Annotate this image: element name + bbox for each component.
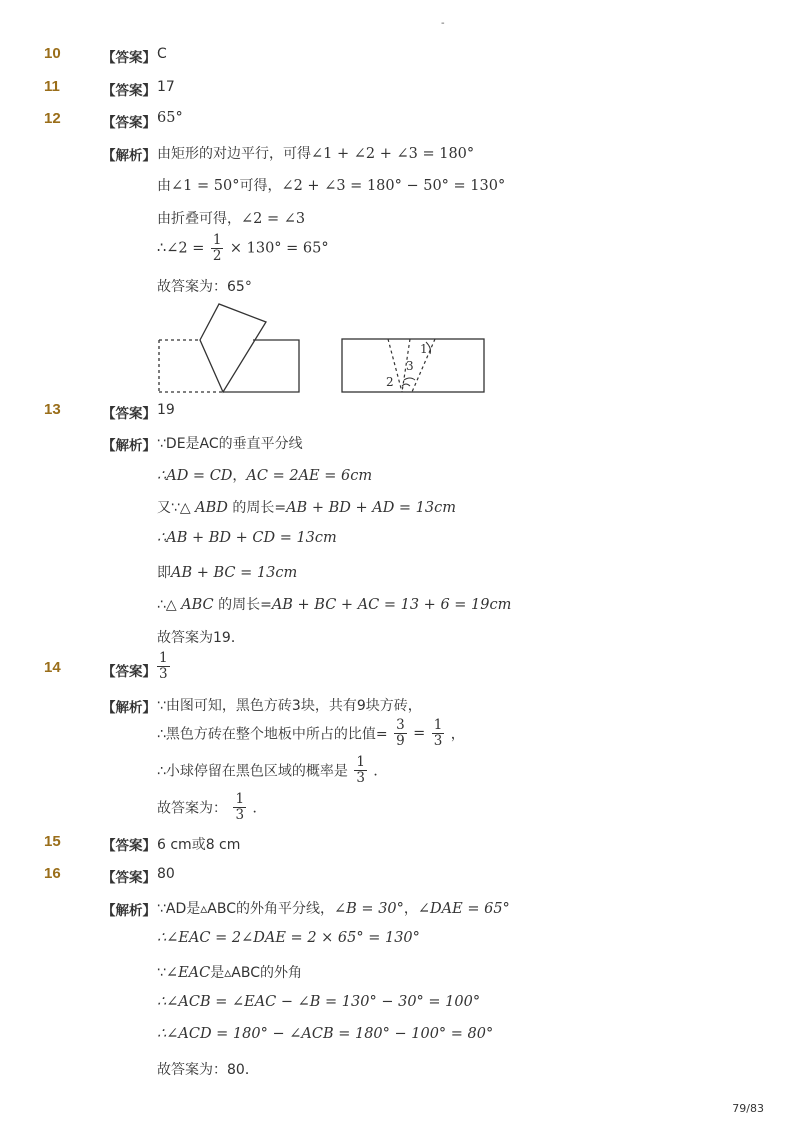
text: 的周长= <box>213 597 272 613</box>
q13-analysis-line-1: ∵DE是AC的垂直平分线 <box>157 436 303 452</box>
q16-analysis-line-3 <box>157 962 302 982</box>
math: ∠2 = ∠3 <box>241 211 306 227</box>
math: ∠2 + ∠3 = 180° − 50° = 130° <box>281 178 506 194</box>
q12-analysis-line-4 <box>157 233 329 264</box>
q12-analysis-line-5: 故答案为：65° <box>157 279 252 295</box>
answer-10: C <box>157 46 167 62</box>
text: ∵ <box>157 965 166 981</box>
math: ∴∠2 = <box>157 240 205 257</box>
denominator: 3 <box>356 770 365 786</box>
numerator: 1 <box>433 717 443 733</box>
q12-analysis-line-2 <box>157 175 505 195</box>
question-number-13: 13 <box>44 401 61 418</box>
math: × 130° = 65° <box>229 240 329 257</box>
analysis-tag: 【解析】 <box>102 903 156 919</box>
q16-analysis-line-2: ∴∠EAC = 2∠DAE = 2 × 65° = 130° <box>157 930 420 946</box>
question-number-10: 10 <box>44 45 61 62</box>
answer-tag: 【答案】 <box>102 838 156 854</box>
analysis-tag: 【解析】 <box>102 148 156 164</box>
answer-tag: 【答案】 <box>102 50 156 66</box>
q13-analysis-line-3 <box>157 497 456 517</box>
fraction <box>432 718 445 749</box>
text: ∴黑色方砖在整个地板中所占的比值= <box>157 726 388 743</box>
answer-13: 19 <box>157 402 175 418</box>
q12-analysis-line-3 <box>157 208 305 228</box>
math: ∠DAE = 65° <box>417 901 510 917</box>
numerator: 1 <box>212 232 222 248</box>
denominator: 2 <box>212 248 222 264</box>
text: ， <box>450 726 465 743</box>
fraction <box>211 233 224 264</box>
text: 故答案为： <box>157 800 227 817</box>
q13-analysis-line-7: 故答案为19． <box>157 630 245 646</box>
analysis-tag: 【解析】 <box>102 438 156 454</box>
denominator: 9 <box>396 733 405 749</box>
question-number-11: 11 <box>44 78 60 95</box>
question-number-12: 12 <box>44 110 61 127</box>
numerator: 1 <box>159 650 168 666</box>
text: ， <box>403 901 418 917</box>
text: 是▵ABC的外角 <box>210 965 302 981</box>
answer-12: 65° <box>157 110 183 126</box>
math: ABD <box>195 500 228 516</box>
answer-tag: 【答案】 <box>102 870 156 886</box>
text: ∴△ <box>157 597 182 613</box>
fold-figure-right <box>340 336 488 396</box>
analysis-tag: 【解析】 <box>102 700 156 716</box>
q14-analysis-line-1: ∵由图可知，黑色方砖3块，共有9块方砖， <box>157 698 422 714</box>
text: ． <box>252 800 267 817</box>
question-number-15: 15 <box>44 833 61 850</box>
q13-analysis-line-6 <box>157 594 511 614</box>
math: ∠1 + ∠2 + ∠3 = 180° <box>311 146 475 162</box>
answer-tag: 【答案】 <box>102 664 156 680</box>
answer-15: 6 cm或8 cm <box>157 837 241 853</box>
denominator: 3 <box>433 733 443 749</box>
q16-analysis-line-1 <box>157 898 510 918</box>
q16-analysis-line-4: ∴∠ACB = ∠EAC − ∠B = 130° − 30° = 100° <box>157 994 481 1010</box>
answer-tag: 【答案】 <box>102 115 156 131</box>
q13-analysis-line-2 <box>157 465 372 485</box>
fraction <box>394 718 407 749</box>
math: = <box>413 725 426 742</box>
q14-analysis-line-4 <box>157 792 267 823</box>
math: AB + BC + AC = 13 + 6 = 19cm <box>271 597 512 613</box>
q12-analysis-line-1 <box>157 143 474 163</box>
fraction <box>354 755 367 786</box>
math: AB + BC = 13cm <box>171 565 298 581</box>
math: ∴AD = CD <box>157 468 233 484</box>
math: ∠EAC <box>165 965 211 981</box>
q13-analysis-line-5 <box>157 562 297 582</box>
math: ∠1 = 50° <box>171 178 240 194</box>
text: ∴小球停留在黑色区域的概率是 <box>157 763 348 780</box>
text: ． <box>373 763 388 780</box>
text: ， <box>232 468 247 484</box>
fraction <box>233 792 246 823</box>
text: 由矩形的对边平行，可得 <box>157 146 311 162</box>
angle-label-3: 3 <box>406 359 414 373</box>
q13-analysis-line-4: ∴AB + BD + CD = 13cm <box>157 530 337 546</box>
answer-14 <box>155 651 172 682</box>
q16-analysis-line-6: 故答案为：80． <box>157 1062 259 1078</box>
fold-figure-left <box>155 300 305 398</box>
text: 即 <box>157 565 171 581</box>
text: 又∵△ <box>157 500 196 516</box>
numerator: 3 <box>396 717 405 733</box>
q14-analysis-line-2 <box>157 718 465 749</box>
text: 可得， <box>239 178 282 194</box>
denominator: 3 <box>159 666 168 682</box>
answer-tag: 【答案】 <box>102 406 156 422</box>
denominator: 3 <box>235 807 245 823</box>
question-number-14: 14 <box>44 659 61 676</box>
text: 的周长= <box>227 500 287 516</box>
top-mark: - <box>441 18 445 29</box>
q16-analysis-line-5: ∴∠ACD = 180° − ∠ACB = 180° − 100° = 80° <box>157 1026 494 1042</box>
angle-label-1: 1 <box>420 342 428 356</box>
angle-label-2: 2 <box>386 375 394 389</box>
question-number-16: 16 <box>44 865 61 882</box>
page-number: 79/83 <box>732 1102 764 1115</box>
text: 由 <box>157 178 171 194</box>
q14-analysis-line-3 <box>157 755 387 786</box>
math: ∠B = 30° <box>334 901 404 917</box>
numerator: 1 <box>235 791 245 807</box>
math: ABC <box>181 597 214 613</box>
text: 由折叠可得， <box>157 211 241 227</box>
answer-11: 17 <box>157 79 175 95</box>
math: AB + BD + AD = 13cm <box>286 500 457 516</box>
numerator: 1 <box>356 754 365 770</box>
text: ∵AD是▵ABC的外角平分线， <box>157 901 335 917</box>
answer-fraction <box>157 651 170 682</box>
math: AC = 2AE = 6cm <box>246 468 373 484</box>
answer-16: 80 <box>157 866 175 882</box>
answer-tag: 【答案】 <box>102 83 156 99</box>
